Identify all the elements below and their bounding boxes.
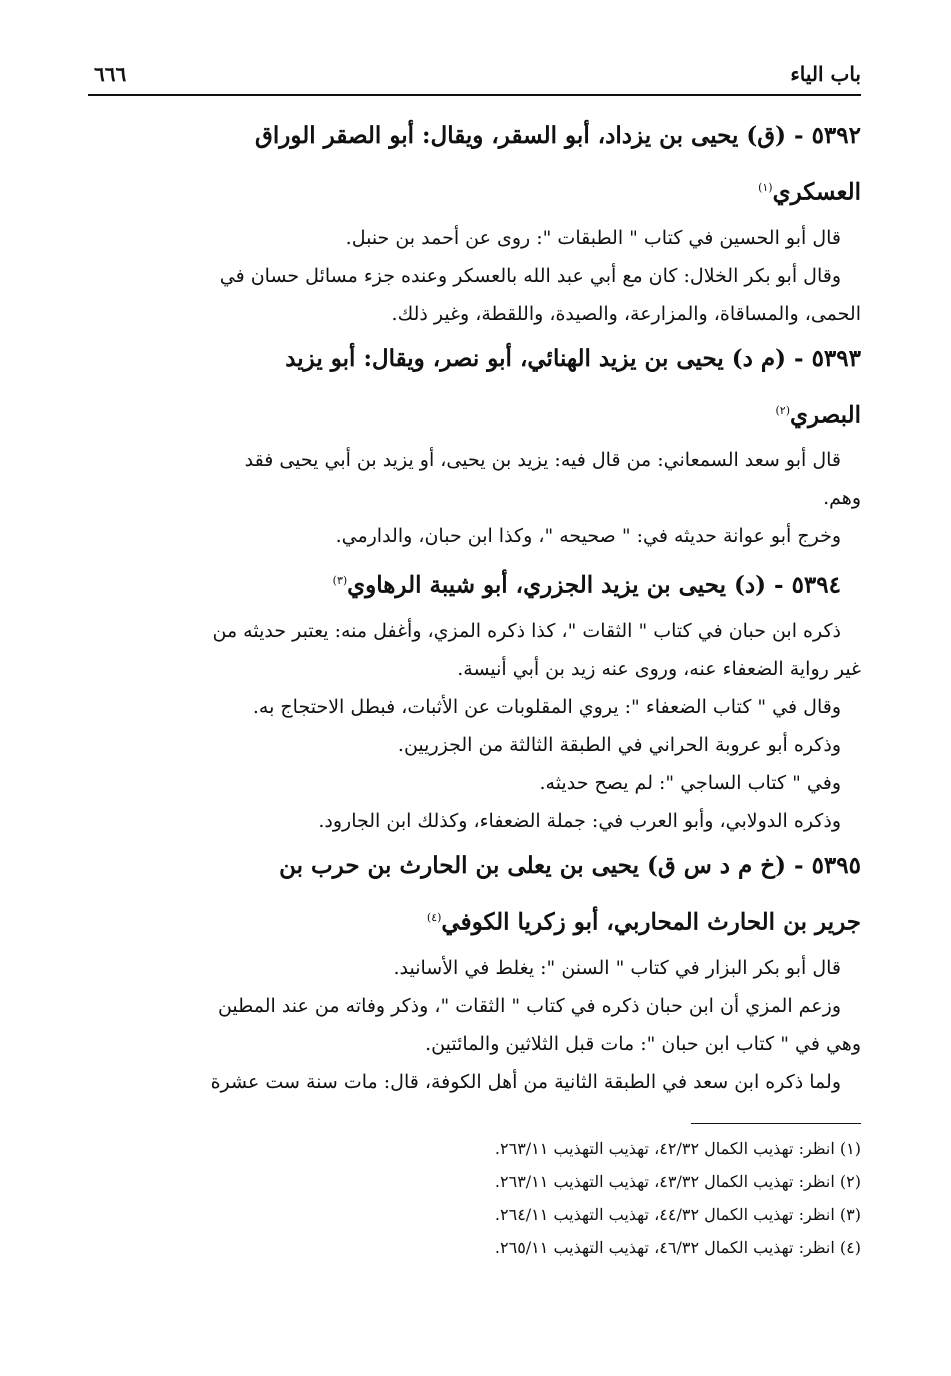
entry-heading-continuation bbox=[88, 162, 861, 219]
footnotes bbox=[88, 1132, 861, 1264]
paragraph-line: غير رواية الضعفاء عنه، وروى عنه زيد بن أبي أنيسة. bbox=[457, 657, 861, 680]
paragraph bbox=[88, 987, 861, 1063]
entry-name-text: جرير بن الحارث المحاربي، أبو زكريا الكوفي bbox=[441, 908, 861, 936]
entry-heading-5392 bbox=[88, 110, 861, 219]
footnote-ref[interactable]: (٣) bbox=[332, 574, 348, 588]
entry-heading-text: ٥٣٩٢ - (ق) يحيى بن يزداد، أبو السقر، ويقال: أبو الصقر الوراق bbox=[255, 122, 861, 149]
footnote-3: (٣) انظر: تهذيب الكمال ٤٤/٣٢، تهذيب التهذيب ٢٦٤/١١. bbox=[494, 1204, 861, 1224]
footnote-4: (٤) انظر: تهذيب الكمال ٤٦/٣٢، تهذيب التهذيب ٢٦٥/١١. bbox=[494, 1237, 861, 1257]
paragraph: قال أبو بكر البزار في كتاب " السنن ": يغلط في الأسانيد. bbox=[393, 956, 841, 979]
footnote-1: (١) انظر: تهذيب الكمال ٤٢/٣٢، تهذيب التهذيب ٢٦٣/١١. bbox=[494, 1138, 861, 1158]
entry-heading-5393 bbox=[88, 333, 861, 442]
paragraph bbox=[88, 612, 861, 688]
entry-heading-5395 bbox=[88, 840, 861, 949]
paragraph: قال أبو الحسين في كتاب " الطبقات ": روى عن أحمد بن حنبل. bbox=[345, 226, 841, 249]
paragraph-line: وهم. bbox=[823, 487, 861, 510]
paragraph: وقال في " كتاب الضعفاء ": يروي المقلوبات عن الأثبات، فبطل الاحتجاج به. bbox=[252, 695, 841, 718]
entry-heading-continuation bbox=[88, 385, 861, 442]
entry-heading-text: ٥٣٩٤ - (د) يحيى بن يزيد الجزري، أبو شيبة الرهاوي bbox=[347, 571, 841, 599]
paragraph-line: ذكره ابن حبان في كتاب " الثقات "، كذا ذكره المزي، وأغفل منه: يعتبر حديثه من bbox=[212, 619, 841, 642]
paragraph bbox=[88, 441, 861, 517]
paragraph-line: قال أبو سعد السمعاني: من قال فيه: يزيد بن يحيى، أو يزيد بن أبي يحيى فقد bbox=[244, 449, 841, 472]
chapter-title: باب الياء bbox=[790, 62, 861, 86]
entry-name-text: العسكري bbox=[772, 178, 861, 206]
paragraph bbox=[88, 257, 861, 333]
paragraph: وذكره الدولابي، وأبو العرب في: جملة الضعفاء، وكذلك ابن الجارود. bbox=[318, 809, 841, 832]
paragraph: وخرج أبو عوانة حديثه في: " صحيحه "، وكذا ابن حبان، والدارمي. bbox=[335, 525, 841, 548]
running-header bbox=[88, 56, 861, 96]
footnote-2: (٢) انظر: تهذيب الكمال ٤٣/٣٢، تهذيب التهذيب ٢٦٣/١١. bbox=[494, 1171, 861, 1191]
entry-heading-continuation bbox=[88, 892, 861, 949]
paragraph-line: وزعم المزي أن ابن حبان ذكره في كتاب " الثقات "، وذكر وفاته من عند المطين bbox=[217, 994, 841, 1017]
entry-heading-text: ٥٣٩٥ - (خ م د س ق) يحيى بن يعلى بن الحارث بن حرب بن bbox=[279, 851, 861, 879]
paragraph-line: وقال أبو بكر الخلال: كان مع أبي عبد الله بالعسكر وعنده جزء مسائل حسان في bbox=[219, 264, 841, 287]
entry-heading-5394 bbox=[88, 555, 861, 612]
footnote-ref[interactable]: (١) bbox=[758, 181, 773, 194]
entry-heading-text: ٥٣٩٣ - (م د) يحيى بن يزيد الهنائي، أبو نصر، ويقال: أبو يزيد bbox=[285, 344, 861, 372]
footnote-separator-wrap bbox=[88, 1101, 861, 1124]
page-number: ٦٦٦ bbox=[94, 62, 127, 86]
book-page bbox=[88, 56, 861, 1264]
paragraph: وفي " كتاب الساجي ": لم يصح حديثه. bbox=[539, 771, 841, 794]
footnote-ref[interactable]: (٤) bbox=[426, 910, 442, 924]
paragraph-line: الحمى، والمساقاة، والمزارعة، والصيدة، واللقطة، وغير ذلك. bbox=[391, 302, 861, 325]
paragraph: ولما ذكره ابن سعد في الطبقة الثانية من أهل الكوفة، قال: مات سنة ست عشرة bbox=[210, 1070, 841, 1093]
paragraph: وذكره أبو عروبة الحراني في الطبقة الثالثة من الجزريين. bbox=[397, 733, 841, 756]
page-body bbox=[88, 110, 861, 1101]
footnote-ref[interactable]: (٢) bbox=[775, 403, 791, 417]
entry-name-text: البصري bbox=[790, 401, 861, 429]
paragraph-line: وهي في " كتاب ابن حبان ": مات قبل الثلاثين والمائتين. bbox=[425, 1032, 861, 1055]
footnote-separator bbox=[691, 1123, 861, 1124]
